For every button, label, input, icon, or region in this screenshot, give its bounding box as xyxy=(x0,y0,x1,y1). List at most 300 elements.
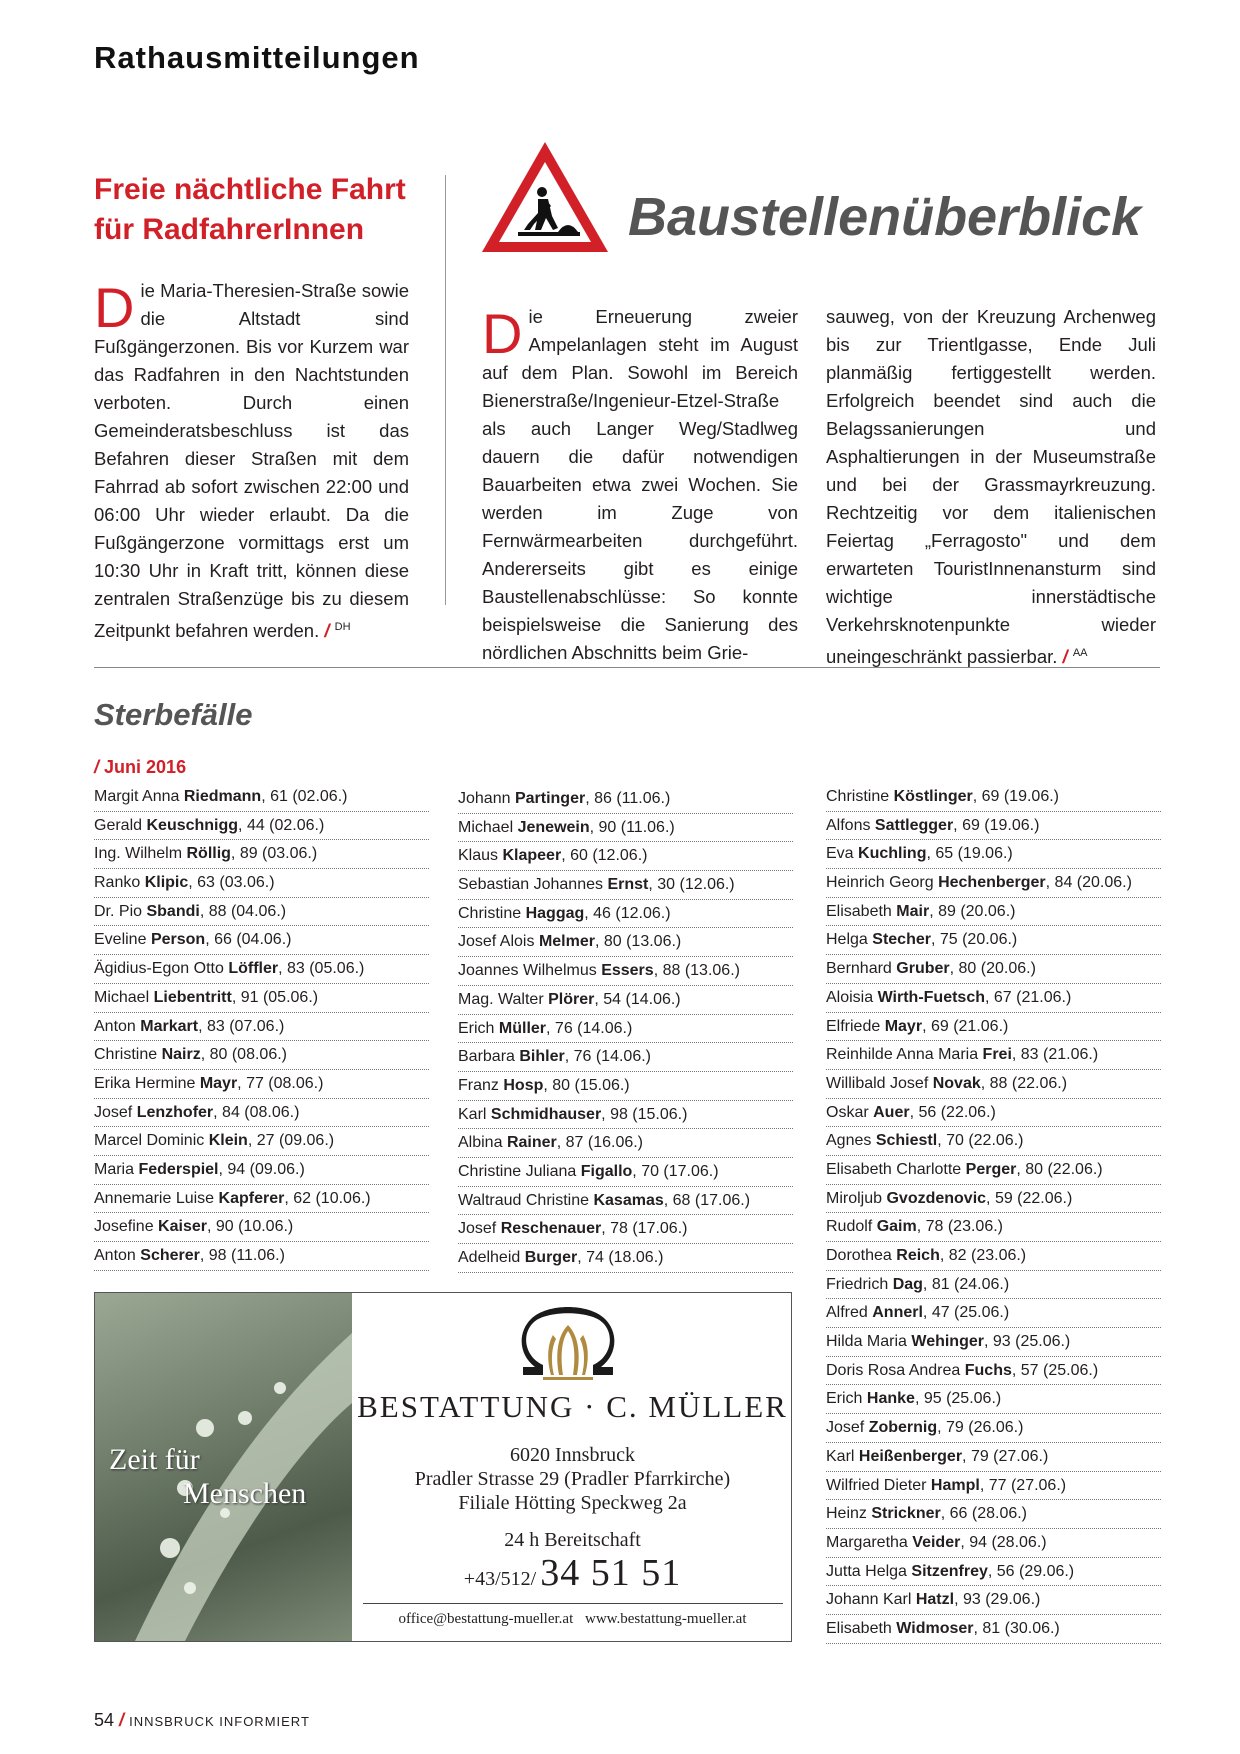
ad-company-name: BESTATTUNG · C. MÜLLER xyxy=(357,1389,788,1424)
last-name: Wehinger xyxy=(911,1333,984,1351)
age-date: , 83 (05.06.) xyxy=(278,960,365,978)
last-name: Strickner xyxy=(871,1505,941,1523)
first-name: Eva xyxy=(826,845,854,863)
publication-name: INNSBRUCK INFORMIERT xyxy=(129,1714,310,1729)
last-name: Kuchling xyxy=(858,845,927,863)
column-divider xyxy=(445,175,446,605)
first-name: Reinhilde Anna Maria xyxy=(826,1046,979,1064)
death-entry xyxy=(458,1158,793,1187)
last-name: Figallo xyxy=(580,1162,633,1180)
last-name: Schmidhauser xyxy=(490,1105,602,1123)
age-date: , 80 (15.06.) xyxy=(543,1076,630,1094)
bike-article-title xyxy=(94,170,434,250)
age-date: , 54 (14.06.) xyxy=(594,990,681,1008)
construction-article-col1 xyxy=(482,303,798,667)
first-name: Ägidius-Egon Otto xyxy=(94,960,224,978)
last-name: Köstlinger xyxy=(893,788,973,805)
ad-service: 24 h Bereitschaft xyxy=(504,1529,641,1551)
death-entry xyxy=(458,1072,793,1101)
last-name: Reschenauer xyxy=(500,1220,602,1238)
first-name: Dr. Pio xyxy=(94,902,143,920)
age-date: , 79 (26.06.) xyxy=(937,1419,1024,1437)
death-entry xyxy=(458,986,793,1015)
death-entry xyxy=(826,840,1161,869)
first-name: Dorothea xyxy=(826,1247,892,1264)
dropcap: D xyxy=(94,276,135,339)
death-entry xyxy=(826,1357,1161,1386)
ad-slogan xyxy=(109,1443,306,1511)
first-name: Aloisia xyxy=(826,988,874,1006)
first-name: Albina xyxy=(458,1134,503,1152)
age-date: , 56 (22.06.) xyxy=(909,1103,996,1121)
ad-address-line3: Filiale Hötting Speckweg 2a xyxy=(458,1492,687,1514)
age-date: , 86 (11.06.) xyxy=(585,790,671,807)
last-name: Riedmann xyxy=(183,788,262,805)
ad-address xyxy=(352,1443,792,1515)
death-entry xyxy=(826,783,1161,812)
last-name: Sattlegger xyxy=(874,816,954,834)
last-name: Bihler xyxy=(519,1048,565,1066)
bike-title-line2: für RadfahrerInnen xyxy=(94,213,365,246)
month-text: Juni 2016 xyxy=(104,757,187,777)
last-name: Novak xyxy=(932,1074,981,1092)
first-name: Friedrich xyxy=(826,1275,889,1293)
first-name: Erich xyxy=(458,1019,495,1037)
death-entry xyxy=(94,1242,429,1271)
first-name: Oskar xyxy=(826,1103,869,1121)
first-name: Doris Rosa Andrea xyxy=(826,1361,961,1379)
death-entry xyxy=(458,1187,793,1216)
first-name: Christine xyxy=(458,904,522,922)
age-date: , 89 (20.06.) xyxy=(929,902,1016,920)
age-date: , 47 (25.06.) xyxy=(922,1304,1010,1322)
death-entry xyxy=(826,1070,1161,1099)
dropcap: D xyxy=(482,302,523,365)
ad-divider xyxy=(363,1603,783,1604)
death-entry xyxy=(826,1299,1161,1328)
construction-article-title: Baustellenüberblick xyxy=(628,187,1142,247)
age-date: , 59 (22.06.) xyxy=(986,1189,1073,1207)
first-name: Anton xyxy=(94,1247,136,1264)
age-date: , 81 (24.06.) xyxy=(922,1275,1010,1293)
first-name: Elisabeth xyxy=(826,1619,892,1637)
construction-article-text-2: sauweg, von der Kreuzung Archenweg bis zur Trientlgasse, Ende Juli planmäßig fertiggestellt werden. Erfolgreich beendet sind auch die Belagssanierungen und Asphaltierungen in der Museumstraße und bei der Grassmayrkreuzung. Rechtzeitig vor dem italienischen Feiertag „Ferragosto" und dem erwarteten TouristInnenansturm sind wichtige innerstädtische Verkehrsknotenpunkte wieder uneingeschränkt passierbar. xyxy=(826,306,1156,668)
death-entry xyxy=(458,900,793,929)
death-entry xyxy=(458,1129,793,1158)
death-entry xyxy=(826,1615,1161,1644)
last-name: Partinger xyxy=(514,790,586,807)
age-date: , 75 (20.06.) xyxy=(930,931,1018,949)
deaths-list-col2 xyxy=(458,785,793,1273)
age-date: , 80 (13.06.) xyxy=(594,933,682,951)
first-name: Marcel Dominic xyxy=(94,1132,205,1150)
age-date: , 66 (28.06.) xyxy=(940,1505,1028,1523)
omega-logo-icon xyxy=(513,1305,623,1385)
first-name: Gerald xyxy=(94,816,143,834)
first-name: Anton xyxy=(94,1017,136,1035)
section-title: Rathausmitteilungen xyxy=(94,40,420,75)
death-entry xyxy=(826,812,1161,841)
last-name: Person xyxy=(150,931,206,949)
first-name: Joannes Wilhelmus xyxy=(458,962,597,980)
death-entry xyxy=(94,955,429,984)
death-entry xyxy=(826,1529,1161,1558)
age-date: , 66 (04.06.) xyxy=(205,931,292,949)
death-entry xyxy=(826,1414,1161,1443)
first-name: Michael xyxy=(94,988,150,1006)
age-date: , 91 (05.06.) xyxy=(231,988,319,1006)
author-initials: DH xyxy=(334,621,351,633)
last-name: Markart xyxy=(140,1017,199,1035)
ad-address-line1: 6020 Innsbruck xyxy=(510,1444,635,1466)
last-name: Mayr xyxy=(884,1017,923,1035)
death-entry xyxy=(94,1185,429,1214)
death-entry xyxy=(826,984,1161,1013)
last-name: Fuchs xyxy=(964,1361,1012,1379)
first-name: Ranko xyxy=(94,874,141,892)
age-date: , 57 (25.06.) xyxy=(1011,1361,1099,1379)
age-date: , 76 (14.06.) xyxy=(546,1019,633,1037)
deaths-list-col1 xyxy=(94,783,429,1271)
age-date: , 87 (16.06.) xyxy=(556,1134,644,1152)
age-date: , 88 (04.06.) xyxy=(199,902,287,920)
first-name: Christine Juliana xyxy=(458,1162,577,1180)
ad-phone-number: 34 51 51 xyxy=(540,1552,682,1594)
death-entry xyxy=(826,926,1161,955)
first-name: Hilda Maria xyxy=(826,1333,907,1351)
first-name: Rudolf xyxy=(826,1218,873,1236)
ad-website-link[interactable]: www.bestattung-mueller.at xyxy=(585,1611,747,1627)
age-date: , 68 (17.06.) xyxy=(663,1191,751,1209)
age-date: , 56 (29.06.) xyxy=(987,1562,1075,1580)
last-name: Dag xyxy=(892,1275,923,1293)
construction-warning-icon xyxy=(478,138,612,256)
death-entry xyxy=(94,898,429,927)
death-entry xyxy=(94,926,429,955)
page-footer xyxy=(94,1710,310,1731)
death-entry xyxy=(826,955,1161,984)
death-entry xyxy=(94,1099,429,1128)
death-entry xyxy=(458,1015,793,1044)
first-name: Maria xyxy=(94,1160,135,1178)
first-name: Erich xyxy=(826,1390,863,1408)
death-entry xyxy=(826,1472,1161,1501)
last-name: Hatzl xyxy=(915,1591,955,1609)
death-entry xyxy=(94,1156,429,1185)
death-entry xyxy=(94,1070,429,1099)
age-date: , 63 (03.06.) xyxy=(188,874,275,892)
age-date: , 69 (19.06.) xyxy=(953,816,1040,834)
month-label xyxy=(94,757,186,778)
last-name: Hanke xyxy=(866,1390,915,1408)
first-name: Agnes xyxy=(826,1132,872,1150)
age-date: , 95 (25.06.) xyxy=(914,1390,1002,1408)
death-entry xyxy=(826,1586,1161,1615)
first-name: Karl xyxy=(826,1447,855,1465)
age-date: , 90 (10.06.) xyxy=(206,1218,294,1236)
first-name: Barbara xyxy=(458,1048,515,1066)
last-name: Veider xyxy=(912,1533,961,1551)
death-entry xyxy=(826,1558,1161,1587)
bike-title-line1: Freie nächtliche Fahrt xyxy=(94,173,406,206)
first-name: Michael xyxy=(458,818,514,836)
last-name: Klapeer xyxy=(502,847,562,865)
death-entry xyxy=(826,1099,1161,1128)
deaths-list-col3 xyxy=(826,783,1161,1644)
death-entry xyxy=(94,783,429,812)
last-name: Burger xyxy=(524,1249,578,1266)
age-date: , 77 (08.06.) xyxy=(237,1074,324,1092)
age-date: , 88 (22.06.) xyxy=(980,1074,1068,1092)
age-date: , 93 (29.06.) xyxy=(954,1591,1041,1609)
death-entry xyxy=(826,1185,1161,1214)
bike-article-text: ie Maria-Theresien-Straße sowie die Altstadt sind Fußgängerzonen. Bis vor Kurzem war das Radfahren in den Nachtstunden verboten. Durch einen Gemeinderatsbeschluss ist das Befahren dieser Straßen mit dem Fahrrad ab sofort zwischen 22:00 und 06:00 Uhr wieder erlaubt. Da die Fußgängerzone vormittags erst um 10:30 Uhr in Kraft tritt, können diese zentralen Straßenzüge bis zu diesem Zeitpunkt befahren werden. xyxy=(94,280,409,642)
deaths-section-title: Sterbefälle xyxy=(94,697,253,732)
first-name: Elisabeth xyxy=(826,902,892,920)
last-name: Gvozdenovic xyxy=(886,1189,987,1207)
death-entry xyxy=(826,1156,1161,1185)
death-entry xyxy=(826,1385,1161,1414)
last-name: Kaiser xyxy=(158,1218,207,1236)
first-name: Heinrich Georg xyxy=(826,874,934,892)
age-date: , 61 (02.06.) xyxy=(261,788,348,805)
death-entry xyxy=(826,1500,1161,1529)
author-initials: AA xyxy=(1072,647,1088,659)
death-entry xyxy=(826,1328,1161,1357)
age-date: , 98 (11.06.) xyxy=(199,1247,285,1264)
first-name: Josef Alois xyxy=(458,933,535,951)
death-entry xyxy=(94,840,429,869)
age-date: , 98 (15.06.) xyxy=(601,1105,688,1123)
first-name: Ing. Wilhelm xyxy=(94,845,183,863)
last-name: Lenzhofer xyxy=(136,1103,214,1121)
first-name: Elfriede xyxy=(826,1017,881,1035)
last-name: Hechenberger xyxy=(938,874,1046,892)
age-date: , 80 (20.06.) xyxy=(949,960,1036,978)
bike-article-body xyxy=(94,277,409,645)
last-name: Haggag xyxy=(525,904,585,922)
death-entry xyxy=(458,814,793,843)
last-name: Zobernig xyxy=(868,1419,938,1437)
last-name: Klein xyxy=(208,1132,248,1150)
last-name: Wirth-Fuetsch xyxy=(877,988,985,1006)
age-date: , 69 (19.06.) xyxy=(972,788,1059,805)
last-name: Stecher xyxy=(872,931,931,949)
last-name: Essers xyxy=(601,962,654,980)
first-name: Alfred xyxy=(826,1304,868,1322)
first-name: Klaus xyxy=(458,847,499,865)
first-name: Miroljub xyxy=(826,1189,883,1207)
death-entry xyxy=(458,1244,793,1273)
death-entry xyxy=(94,1013,429,1042)
last-name: Keuschnigg xyxy=(146,816,239,834)
first-name: Johann Karl xyxy=(826,1591,912,1609)
death-entry xyxy=(94,1041,429,1070)
death-entry xyxy=(458,957,793,986)
death-entry xyxy=(826,898,1161,927)
death-entry xyxy=(826,1127,1161,1156)
death-entry xyxy=(458,1101,793,1130)
last-name: Perger xyxy=(965,1160,1017,1178)
ad-slogan-line2: Menschen xyxy=(183,1477,307,1510)
age-date: , 93 (25.06.) xyxy=(983,1333,1071,1351)
first-name: Josef xyxy=(458,1220,497,1238)
ad-contact xyxy=(352,1611,792,1628)
age-date: , 80 (22.06.) xyxy=(1016,1160,1103,1178)
last-name: Hampl xyxy=(930,1476,980,1494)
death-entry xyxy=(826,1213,1161,1242)
first-name: Erika Hermine xyxy=(94,1074,196,1092)
age-date: , 76 (14.06.) xyxy=(564,1048,651,1066)
death-entry xyxy=(94,1127,429,1156)
age-date: , 70 (22.06.) xyxy=(937,1132,1024,1150)
first-name: Margit Anna xyxy=(94,788,180,805)
first-name: Heinz xyxy=(826,1505,867,1523)
last-name: Gaim xyxy=(876,1218,917,1236)
construction-article-text-1: ie Erneuerung zweier Ampelanlagen steht im August auf dem Plan. Sowohl im Bereich Bienerstraße/Ingenieur-Etzel-Straße als auch Langer Weg/Stadlweg dauern die dafür notwendigen Bauarbeiten etwa zwei Wochen. Sie werden im Zuge von Fernwärmearbeiten durchgeführt. Andererseits gibt es einige Baustellenabschlüsse: So konnte beispielsweise die Sanierung des nördlichen Abschnitts beim Grie- xyxy=(482,306,798,663)
first-name: Josefine xyxy=(94,1218,154,1236)
age-date: , 30 (12.06.) xyxy=(648,876,735,894)
first-name: Bernhard xyxy=(826,960,892,978)
death-entry xyxy=(458,842,793,871)
funeral-advertisement xyxy=(94,1292,792,1642)
first-name: Christine xyxy=(826,788,890,805)
death-entry xyxy=(458,785,793,814)
ad-email-link[interactable]: office@bestattung-mueller.at xyxy=(398,1611,574,1627)
age-date: , 80 (08.06.) xyxy=(200,1046,287,1064)
first-name: Karl xyxy=(458,1105,487,1123)
last-name: Federspiel xyxy=(138,1160,219,1178)
page-number: 54 xyxy=(94,1710,115,1730)
age-date: , 46 (12.06.) xyxy=(584,904,671,922)
ad-address-line2: Pradler Strasse 29 (Pradler Pfarrkirche) xyxy=(414,1468,731,1490)
first-name: Willibald Josef xyxy=(826,1074,929,1092)
age-date: , 84 (20.06.) xyxy=(1045,874,1132,892)
last-name: Frei xyxy=(982,1046,1012,1064)
death-entry xyxy=(458,1215,793,1244)
death-entry xyxy=(826,1013,1161,1042)
age-date: , 94 (09.06.) xyxy=(218,1160,305,1178)
construction-article-col2 xyxy=(826,303,1156,671)
last-name: Mair xyxy=(896,902,930,920)
first-name: Alfons xyxy=(826,816,871,834)
age-date: , 62 (10.06.) xyxy=(284,1189,371,1207)
first-name: Franz xyxy=(458,1076,499,1094)
age-date: , 94 (28.06.) xyxy=(960,1533,1047,1551)
age-date: , 60 (12.06.) xyxy=(561,847,648,865)
last-name: Reich xyxy=(896,1247,940,1264)
month-marker-icon: / xyxy=(94,757,100,777)
death-entry xyxy=(826,869,1161,898)
death-entry xyxy=(826,1041,1161,1070)
first-name: Waltraud Christine xyxy=(458,1191,590,1209)
first-name: Adelheid xyxy=(458,1249,521,1266)
last-name: Nairz xyxy=(161,1046,201,1064)
last-name: Kasamas xyxy=(593,1191,664,1209)
ad-phone xyxy=(352,1551,792,1595)
death-entry xyxy=(458,1043,793,1072)
last-name: Löffler xyxy=(228,960,279,978)
last-name: Melmer xyxy=(538,933,595,951)
age-date: , 27 (09.06.) xyxy=(247,1132,335,1150)
last-name: Auer xyxy=(873,1103,910,1121)
age-date: , 78 (23.06.) xyxy=(916,1218,1003,1236)
last-name: Scherer xyxy=(140,1247,200,1264)
age-date: , 83 (21.06.) xyxy=(1011,1046,1099,1064)
age-date: , 81 (30.06.) xyxy=(973,1619,1060,1637)
section-divider xyxy=(94,667,1160,668)
last-name: Ernst xyxy=(607,876,649,894)
end-mark-icon: / xyxy=(324,620,330,642)
age-date: , 78 (17.06.) xyxy=(601,1220,688,1238)
death-entry xyxy=(458,871,793,900)
death-entry xyxy=(94,984,429,1013)
death-entry xyxy=(458,928,793,957)
age-date: , 84 (08.06.) xyxy=(213,1103,300,1121)
last-name: Klipic xyxy=(144,874,189,892)
age-date: , 65 (19.06.) xyxy=(926,845,1013,863)
age-date: , 69 (21.06.) xyxy=(922,1017,1009,1035)
first-name: Christine xyxy=(94,1046,158,1064)
last-name: Röllig xyxy=(186,845,231,863)
first-name: Johann xyxy=(458,790,511,807)
first-name: Annemarie Luise xyxy=(94,1189,215,1207)
age-date: , 90 (11.06.) xyxy=(589,818,675,836)
footer-slash-icon: / xyxy=(119,1710,125,1730)
age-date: , 74 (18.06.) xyxy=(577,1249,664,1266)
last-name: Mayr xyxy=(199,1074,238,1092)
age-date: , 83 (07.06.) xyxy=(198,1017,285,1035)
last-name: Hosp xyxy=(503,1076,544,1094)
age-date: , 44 (02.06.) xyxy=(238,816,325,834)
last-name: Liebentritt xyxy=(153,988,232,1006)
last-name: Sitzenfrey xyxy=(911,1562,988,1580)
age-date: , 89 (03.06.) xyxy=(230,845,318,863)
age-date: , 70 (17.06.) xyxy=(632,1162,719,1180)
age-date: , 77 (27.06.) xyxy=(979,1476,1067,1494)
last-name: Jenewein xyxy=(517,818,590,836)
last-name: Kapferer xyxy=(218,1189,285,1207)
end-mark-icon: / xyxy=(1062,646,1068,668)
death-entry xyxy=(94,812,429,841)
death-entry xyxy=(94,869,429,898)
last-name: Plörer xyxy=(548,990,595,1008)
last-name: Müller xyxy=(498,1019,547,1037)
age-date: , 88 (13.06.) xyxy=(653,962,740,980)
ad-phone-prefix: +43/512/ xyxy=(463,1568,537,1590)
last-name: Sbandi xyxy=(146,902,200,920)
age-date: , 79 (27.06.) xyxy=(962,1447,1049,1465)
death-entry xyxy=(94,1213,429,1242)
ad-slogan-line1: Zeit für xyxy=(109,1443,200,1476)
last-name: Gruber xyxy=(896,960,950,978)
first-name: Jutta Helga xyxy=(826,1562,907,1580)
last-name: Widmoser xyxy=(896,1619,974,1637)
death-entry xyxy=(826,1242,1161,1271)
first-name: Margaretha xyxy=(826,1533,908,1551)
age-date: , 67 (21.06.) xyxy=(985,988,1072,1006)
last-name: Schiestl xyxy=(875,1132,938,1150)
first-name: Sebastian Johannes xyxy=(458,876,603,894)
last-name: Annerl xyxy=(872,1304,923,1322)
age-date: , 82 (23.06.) xyxy=(939,1247,1027,1264)
last-name: Rainer xyxy=(506,1134,557,1152)
first-name: Josef xyxy=(826,1419,865,1437)
first-name: Eveline xyxy=(94,931,147,949)
last-name: Heißenberger xyxy=(858,1447,963,1465)
death-entry xyxy=(826,1271,1161,1300)
first-name: Wilfried Dieter xyxy=(826,1476,927,1494)
